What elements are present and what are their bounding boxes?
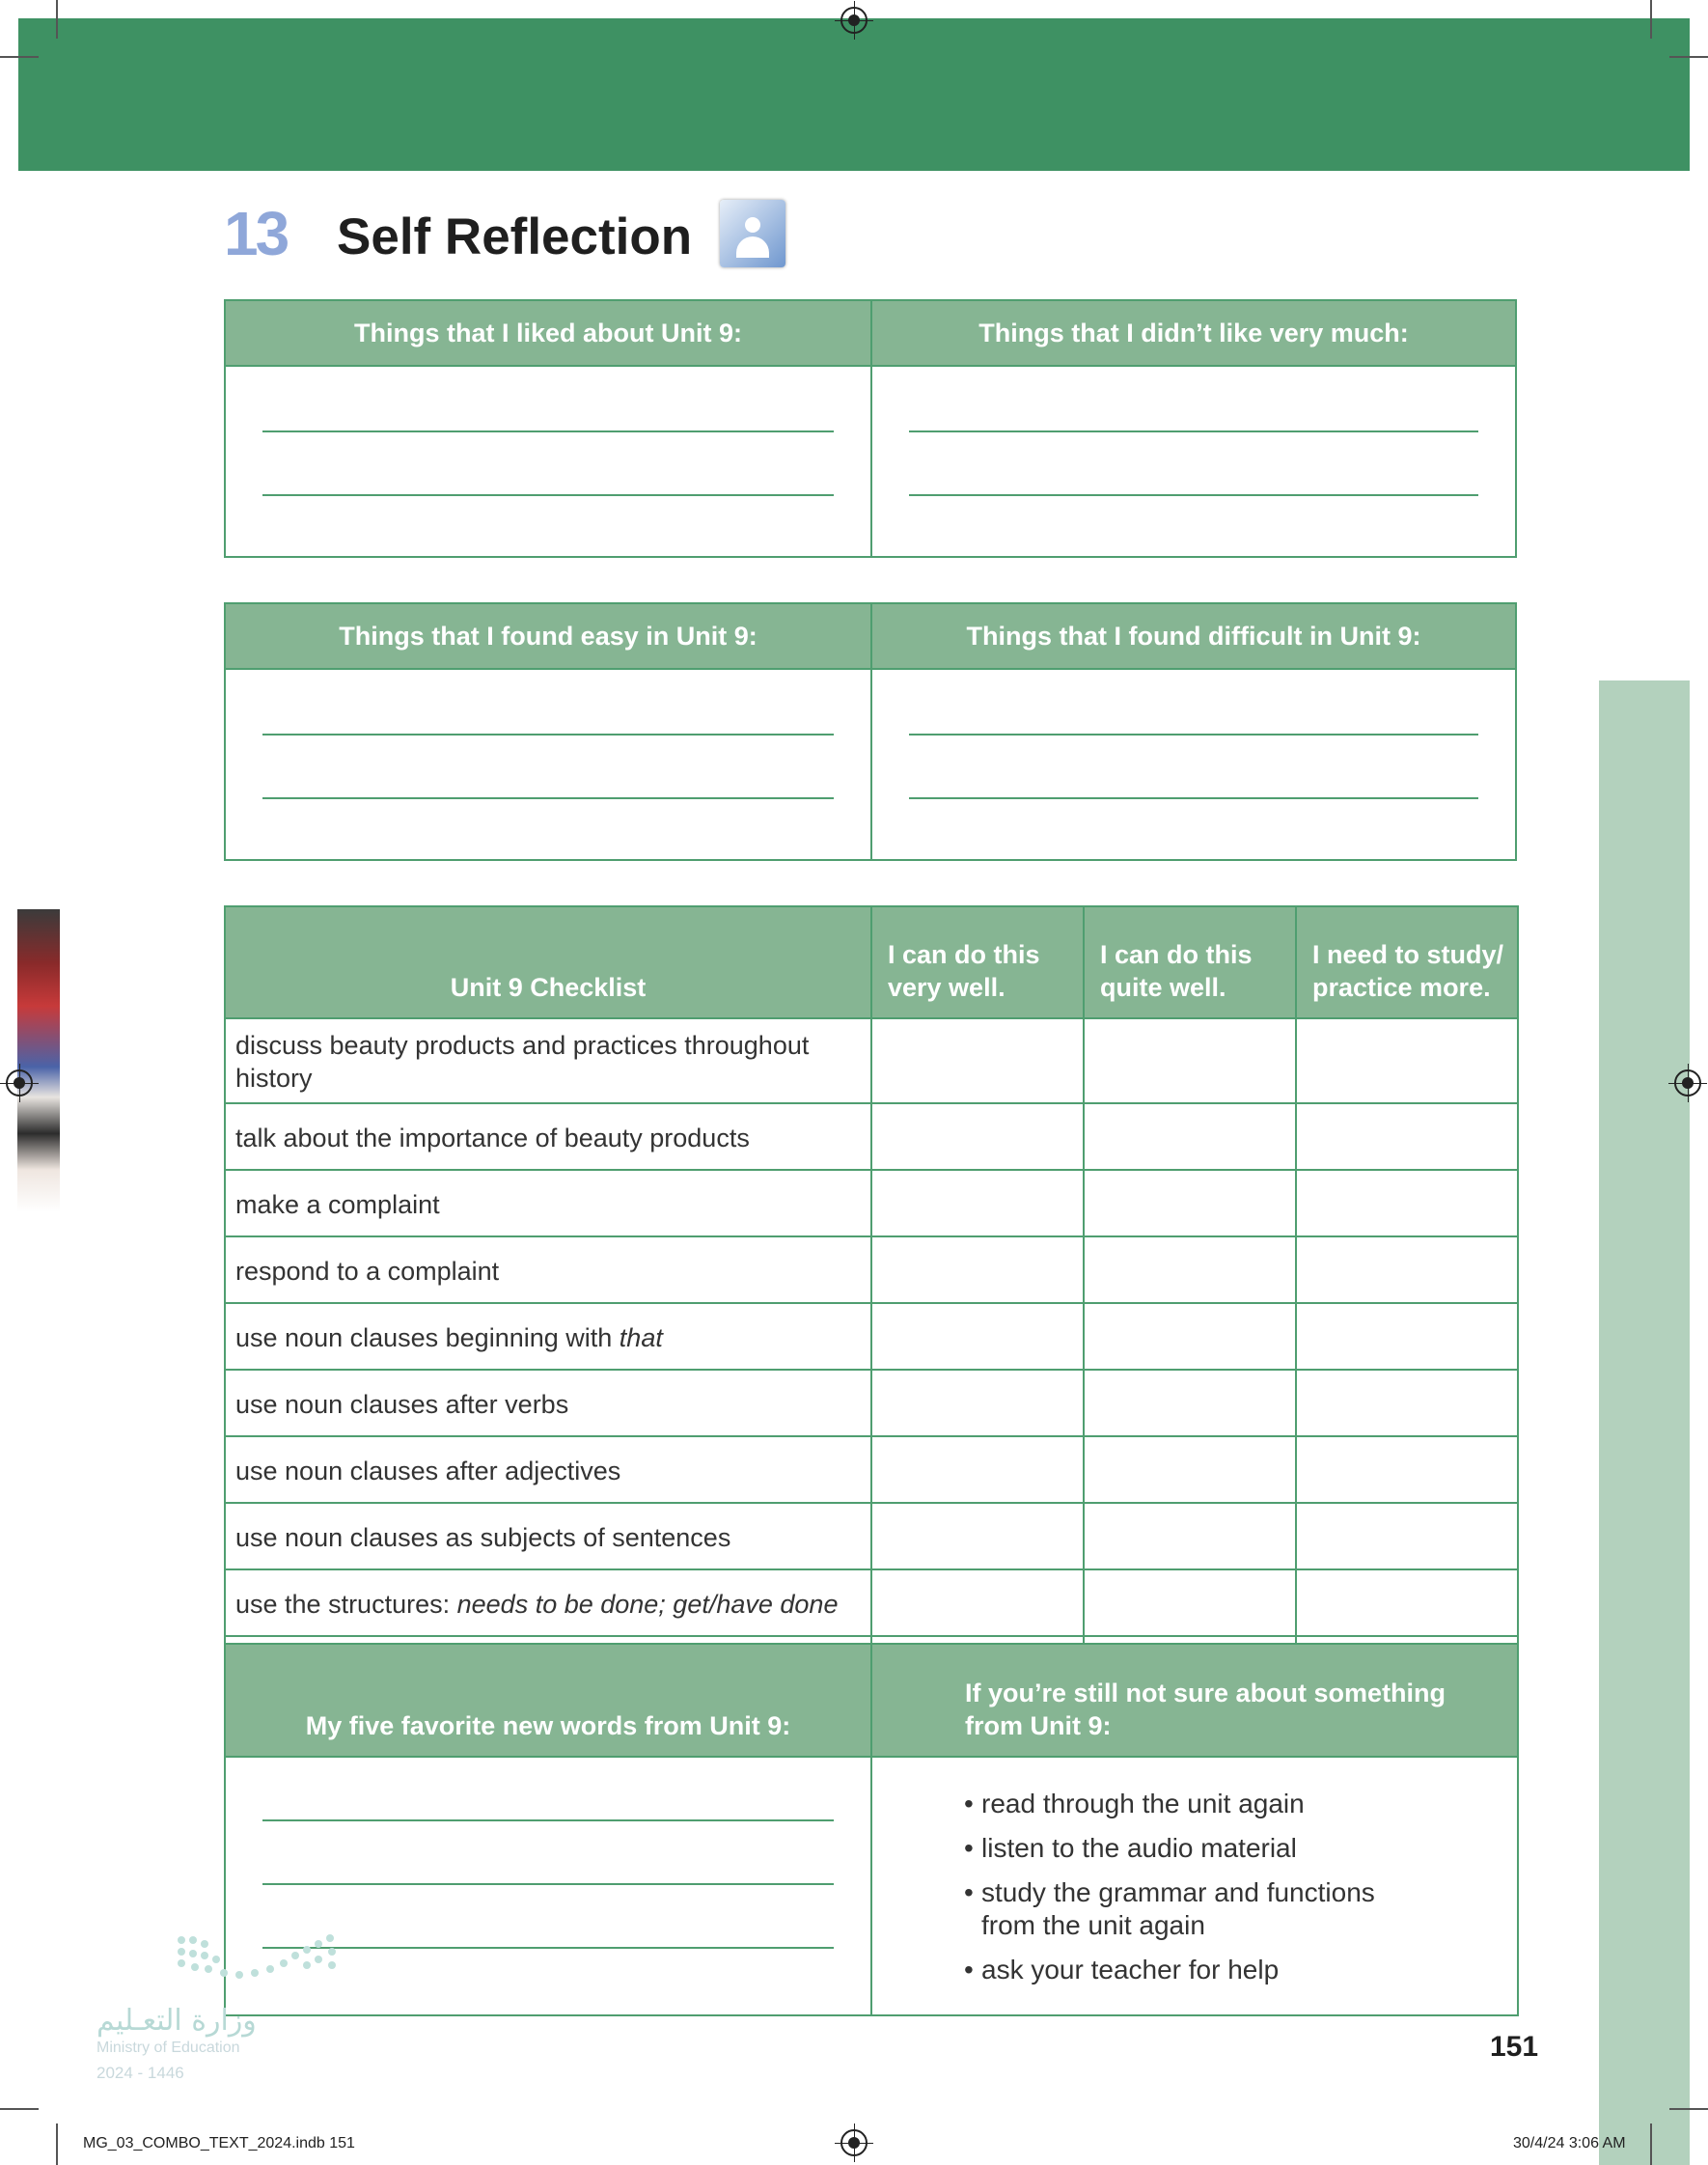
table-row — [225, 1303, 1518, 1370]
check-cell[interactable] — [871, 1503, 1084, 1569]
writing-line[interactable] — [262, 430, 834, 432]
list-item: • study the grammar and functions from the unit again — [964, 1876, 1387, 1942]
writing-line[interactable] — [909, 430, 1478, 432]
likes-dislikes-box — [224, 299, 1517, 558]
favorite-words-box — [224, 1643, 1519, 2016]
check-cell[interactable] — [1296, 1303, 1518, 1370]
column-study-more: I need to study/ practice more. — [1296, 906, 1518, 1018]
check-cell[interactable] — [1084, 1436, 1296, 1503]
print-slug-file: MG_03_COMBO_TEXT_2024.indb 151 — [83, 2135, 355, 2151]
liked-writing-area[interactable] — [225, 366, 871, 557]
ministry-name-arabic: وزارة التعـليم — [96, 2004, 257, 2038]
page-number: 151 — [1490, 2031, 1539, 2063]
easy-header: Things that I found easy in Unit 9: — [225, 603, 871, 669]
ministry-logo-icon — [176, 1930, 349, 1988]
check-cell[interactable] — [1296, 1170, 1518, 1236]
disliked-header: Things that I didn’t like very much: — [871, 300, 1516, 366]
top-color-band — [18, 18, 1690, 171]
column-quite-well: I can do this quite well. — [1084, 906, 1296, 1018]
table-row — [225, 1170, 1518, 1236]
check-cell[interactable] — [1084, 1018, 1296, 1103]
print-slug-date: 30/4/24 3:06 AM — [1513, 2135, 1626, 2151]
check-cell[interactable] — [1084, 1236, 1296, 1303]
difficult-header: Things that I found difficult in Unit 9: — [871, 603, 1516, 669]
liked-header: Things that I liked about Unit 9: — [225, 300, 871, 366]
easy-difficult-box — [224, 602, 1517, 861]
writing-line[interactable] — [909, 494, 1478, 496]
checklist-item: use noun clauses as subjects of sentences — [225, 1503, 871, 1569]
table-row — [225, 1436, 1518, 1503]
table-row — [225, 1503, 1518, 1569]
checklist-item: use noun clauses after verbs — [225, 1370, 871, 1436]
registration-mark-icon — [6, 1069, 33, 1096]
check-cell[interactable] — [1296, 1370, 1518, 1436]
writing-line[interactable] — [909, 734, 1478, 736]
writing-line[interactable] — [262, 797, 834, 799]
table-row — [225, 1569, 1518, 1636]
easy-writing-area[interactable] — [225, 669, 871, 860]
lesson-number: 13 — [224, 199, 288, 268]
favorite-words-header: My five favorite new words from Unit 9: — [225, 1644, 871, 1757]
check-cell[interactable] — [1084, 1503, 1296, 1569]
check-cell[interactable] — [1296, 1436, 1518, 1503]
tips-area — [871, 1757, 1518, 2015]
item-text: use noun clauses beginning with — [235, 1322, 613, 1352]
registration-mark-icon — [1674, 1069, 1701, 1096]
writing-line[interactable] — [262, 1819, 834, 1821]
checklist-item: discuss beauty products and practices throughout history — [225, 1018, 871, 1103]
edge-photo-strip — [17, 909, 60, 1212]
list-item: • read through the unit again — [964, 1788, 1516, 1820]
check-cell[interactable] — [871, 1436, 1084, 1503]
crop-mark — [0, 2108, 39, 2110]
check-cell[interactable] — [1084, 1370, 1296, 1436]
check-cell[interactable] — [1296, 1018, 1518, 1103]
tips-list — [873, 1759, 1516, 1986]
crop-mark — [56, 2123, 58, 2165]
checklist-header: Unit 9 Checklist — [225, 906, 871, 1018]
check-cell[interactable] — [871, 1103, 1084, 1170]
check-cell[interactable] — [1084, 1303, 1296, 1370]
table-row — [225, 1018, 1518, 1103]
checklist-item: make a complaint — [225, 1170, 871, 1236]
check-cell[interactable] — [1296, 1103, 1518, 1170]
crop-mark — [56, 0, 58, 39]
writing-line[interactable] — [909, 797, 1478, 799]
item-text: use the structures: — [235, 1589, 451, 1619]
list-item: • ask your teacher for help — [964, 1954, 1516, 1986]
unit-checklist-table — [224, 905, 1519, 1704]
difficult-writing-area[interactable] — [871, 669, 1516, 860]
checklist-item: talk about the importance of beauty products — [225, 1103, 871, 1170]
ministry-year: 2024 - 1446 — [96, 2064, 184, 2082]
ministry-name-english: Ministry of Education — [96, 2040, 240, 2056]
check-cell[interactable] — [1296, 1236, 1518, 1303]
writing-line[interactable] — [262, 494, 834, 496]
table-row — [225, 1370, 1518, 1436]
side-color-band — [1599, 680, 1690, 2165]
check-cell[interactable] — [871, 1236, 1084, 1303]
checklist-item: use noun clauses after adjectives — [225, 1436, 871, 1503]
check-cell[interactable] — [871, 1018, 1084, 1103]
registration-mark-icon — [840, 7, 868, 34]
check-cell[interactable] — [1296, 1569, 1518, 1636]
crop-mark — [1669, 2108, 1708, 2110]
check-cell[interactable] — [871, 1370, 1084, 1436]
item-italic: that — [619, 1322, 663, 1352]
check-cell[interactable] — [1084, 1170, 1296, 1236]
list-item: • listen to the audio material — [964, 1832, 1516, 1865]
disliked-writing-area[interactable] — [871, 366, 1516, 557]
check-cell[interactable] — [871, 1170, 1084, 1236]
checklist-item — [225, 1569, 871, 1636]
crop-mark — [0, 56, 39, 58]
crop-mark — [1650, 2123, 1652, 2165]
table-row — [225, 1236, 1518, 1303]
check-cell[interactable] — [1084, 1569, 1296, 1636]
crop-mark — [1669, 56, 1708, 58]
checklist-item — [225, 1303, 871, 1370]
item-italic: needs to be done; get/have done — [456, 1589, 839, 1619]
page-title: Self Reflection — [337, 208, 693, 265]
not-sure-header: If you’re still not sure about something from Unit 9: — [871, 1644, 1518, 1757]
column-very-well: I can do this very well. — [871, 906, 1084, 1018]
self-reflection-icon — [720, 200, 785, 267]
table-row — [225, 1103, 1518, 1170]
registration-mark-icon — [840, 2129, 868, 2156]
check-cell[interactable] — [1296, 1503, 1518, 1569]
checklist-item: respond to a complaint — [225, 1236, 871, 1303]
check-cell[interactable] — [1084, 1103, 1296, 1170]
check-cell[interactable] — [871, 1303, 1084, 1370]
writing-line[interactable] — [262, 1883, 834, 1885]
crop-mark — [1650, 0, 1652, 39]
check-cell[interactable] — [871, 1569, 1084, 1636]
writing-line[interactable] — [262, 734, 834, 736]
